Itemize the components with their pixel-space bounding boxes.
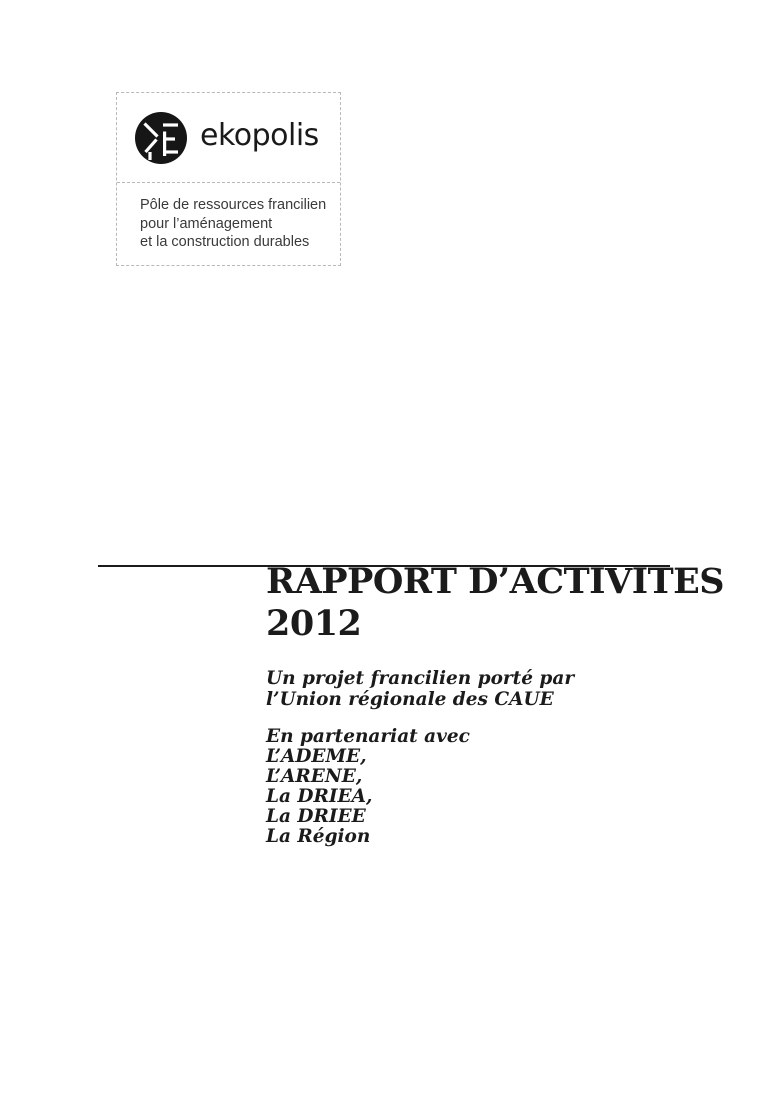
logo-tagline-line: pour l’aménagement <box>140 215 273 232</box>
logo-tagline-line: et la construction durables <box>140 234 310 250</box>
logo-tagline <box>117 183 340 252</box>
page-title <box>266 561 724 645</box>
logo-wordmark: ekopolis <box>200 117 319 153</box>
partner-item: La DRIEE <box>266 806 366 827</box>
partner-item: La Région <box>266 826 371 847</box>
partners-list <box>266 727 470 847</box>
logo-header <box>117 93 340 183</box>
partner-item: L’ARENE, <box>266 766 363 787</box>
ekopolis-logo-icon <box>135 112 187 164</box>
subtitle <box>266 669 574 710</box>
logo-tagline-line: Pôle de ressources francilien <box>140 197 327 213</box>
logo-box <box>116 92 341 266</box>
page-title-line2: 2012 <box>266 603 362 644</box>
partner-item: L’ADEME, <box>266 746 367 767</box>
partner-item: La DRIEA, <box>266 786 373 807</box>
partners-intro: En partenariat avec <box>266 726 470 747</box>
subtitle-line1: Un projet francilien porté par <box>266 668 575 689</box>
page-title-line1: RAPPORT D’ACTIVITES <box>266 561 725 602</box>
subtitle-line2: l’Union régionale des CAUE <box>266 688 554 710</box>
